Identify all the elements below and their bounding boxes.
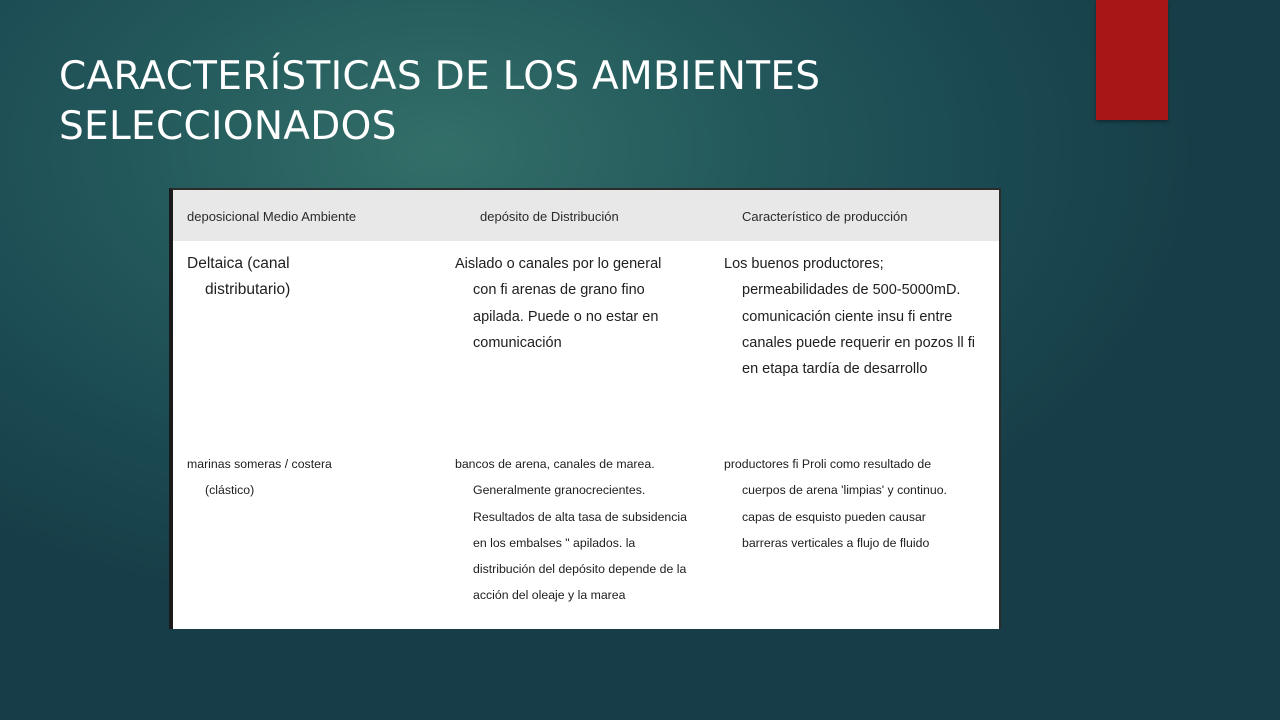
characteristics-table	[169, 188, 1001, 629]
slide-title-line-2: SELECCIONADOS	[59, 104, 397, 149]
row-1-environment-cell: Deltaica (canal distributario)	[187, 255, 291, 299]
slide-title-line-1: CARACTERÍSTICAS DE LOS AMBIENTES	[59, 54, 821, 99]
red-accent-bar	[1096, 0, 1168, 120]
row-1-distribution-cell: Aislado o canales por lo general con fi arenas de grano fino apilada. Puede o no estar en comunicación	[455, 256, 662, 351]
table-header-row	[173, 190, 999, 241]
row-2-distribution-cell: bancos de arena, canales de marea. Generalmente granocrecientes. Resultados de alta tasa de subsidencia en los embalses " apilados. la distribución del depósito depende de la acción del oleaje y la marea	[455, 457, 687, 603]
header-depositional-environment: deposicional Medio Ambiente	[187, 209, 357, 224]
row-2-environment-cell: marinas someras / costera (clástico)	[187, 457, 332, 498]
slide-title	[59, 52, 1039, 152]
row-2-production-cell: productores fi Proli como resultado de cuerpos de arena 'limpias' y continuo. capas de esquisto pueden causar barreras verticales a flujo de fluido	[724, 457, 947, 550]
header-deposit-distribution: depósito de Distribución	[480, 209, 619, 224]
header-production-characteristic: Característico de producción	[742, 209, 908, 224]
row-1-production-cell: Los buenos productores; permeabilidades de 500-5000mD. comunicación ciente insu fi entre canales puede requerir en pozos ll fi en etapa tardía de desarrollo	[724, 256, 975, 378]
